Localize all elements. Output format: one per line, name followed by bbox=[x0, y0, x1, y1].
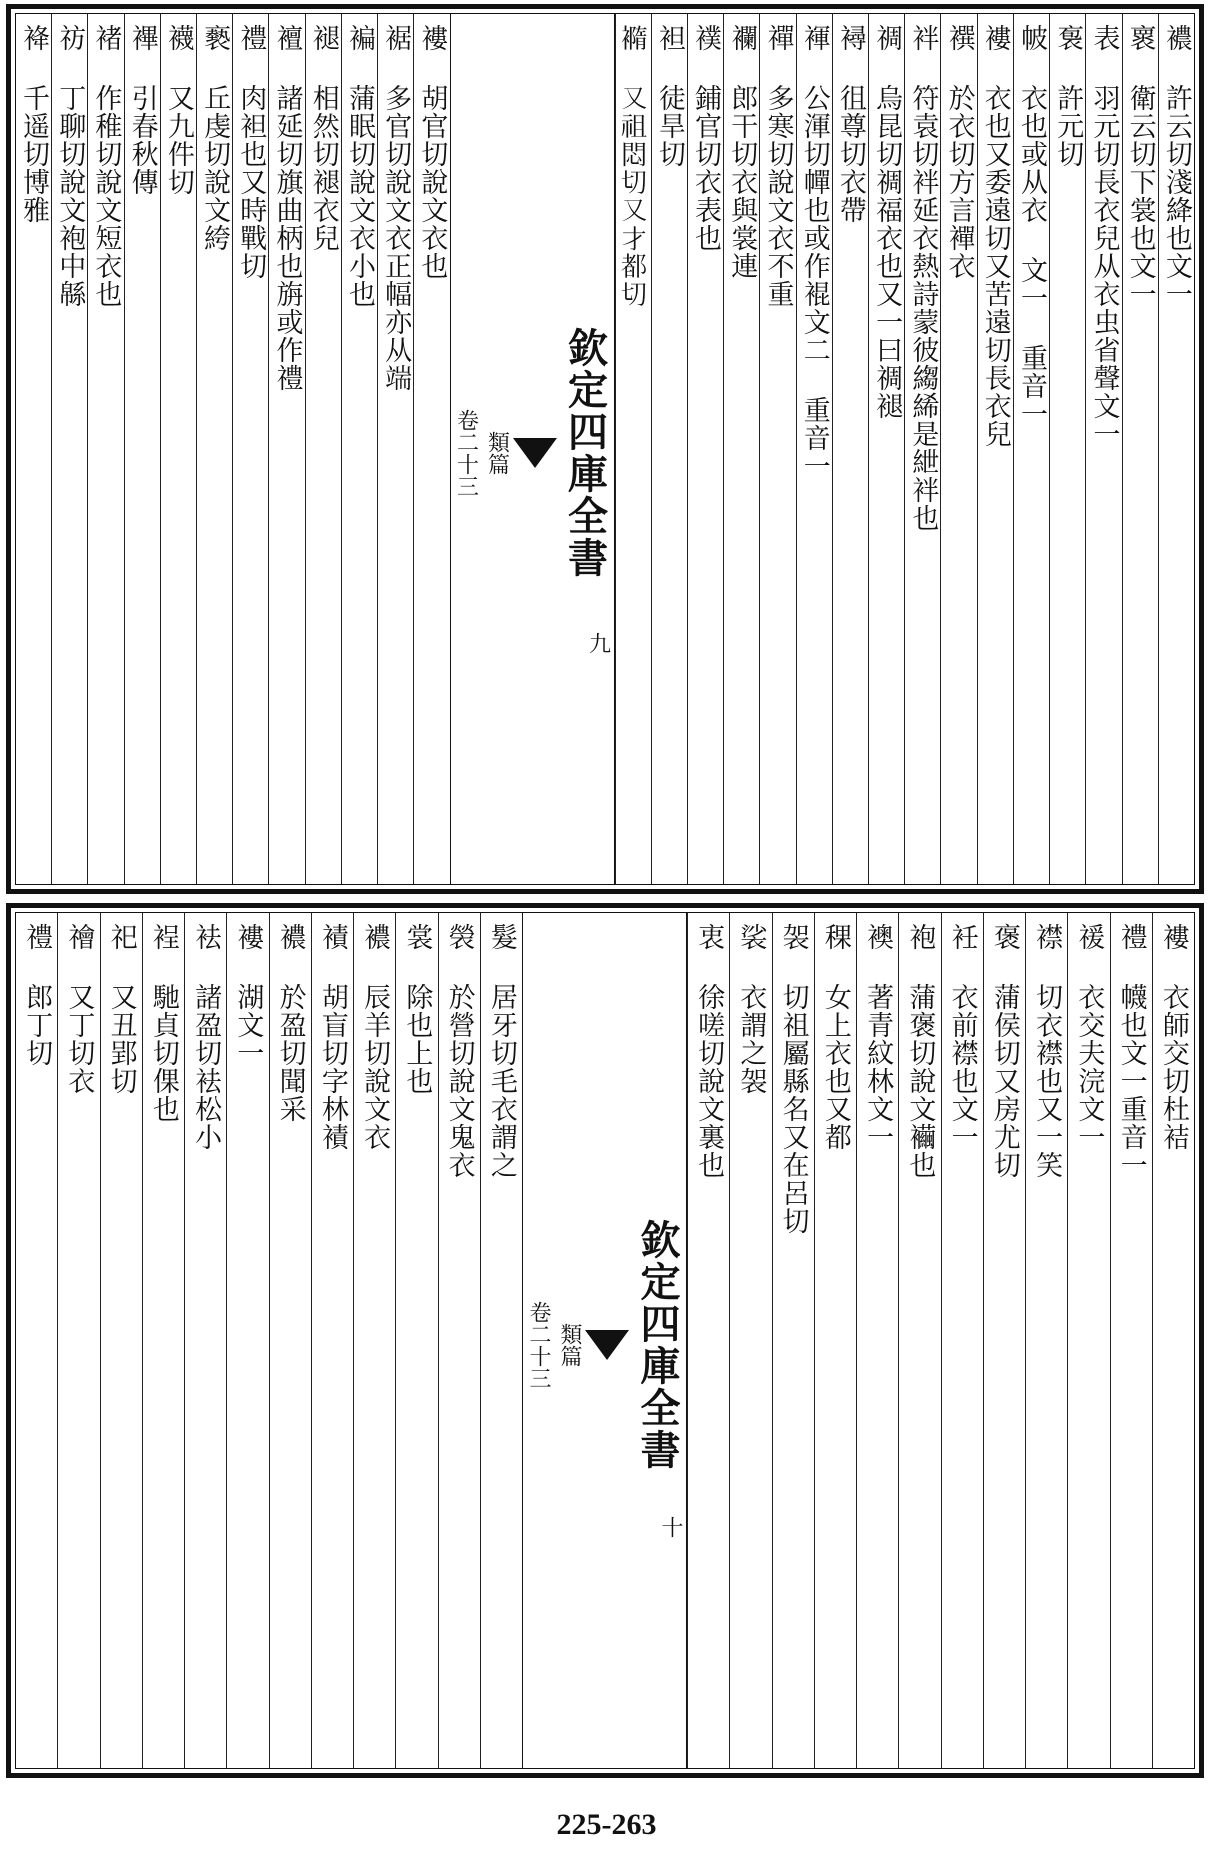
text-column: 襪 又九件切 bbox=[160, 14, 196, 884]
bottom-text-frame bbox=[15, 912, 1195, 1769]
text-column: 衷 徐嗟切說文裏也 bbox=[687, 913, 729, 1768]
text-column: 襛 於盈切聞采 bbox=[269, 913, 311, 1768]
text-column: 裎 馳貞切倮也 bbox=[142, 913, 184, 1768]
text-column: 褮 於營切說文鬼衣 bbox=[438, 913, 480, 1768]
text-column: 帔 衣也或从衣 文一 重音一 bbox=[1013, 14, 1049, 884]
text-column: 禐 衣交夫浣文一 bbox=[1067, 913, 1109, 1768]
text-column: 表 羽元切長衣兒从衣虫省聲文一 bbox=[1085, 14, 1121, 884]
page-number: 225-263 bbox=[556, 1808, 657, 1841]
top-text-frame bbox=[15, 13, 1195, 885]
text-column: 裾 多官切說文衣正幅亦从端 bbox=[377, 14, 413, 884]
category-label: 類篇 bbox=[484, 431, 510, 475]
top-panel bbox=[6, 4, 1204, 894]
text-column: 襢 諸延切旗曲柄也旃或作禮 bbox=[268, 14, 304, 884]
text-column: 褱 衛云切下裳也文一 bbox=[1122, 14, 1158, 884]
text-column: 襟 切衣襟也又一笑 bbox=[1025, 913, 1067, 1768]
text-column: 襴 郎干切衣與裳連 bbox=[723, 14, 759, 884]
text-column: 袍 蒲褒切說文襺也 bbox=[898, 913, 940, 1768]
text-column: 袈 切祖屬縣名又在呂切 bbox=[772, 913, 814, 1768]
text-column: 襖 著青紋林文一 bbox=[856, 913, 898, 1768]
text-column: 袢 符袁切袢延衣熱詩蒙彼縐絺是紲袢也 bbox=[904, 14, 940, 884]
text-column: 襀 胡盲切字林襀 bbox=[311, 913, 353, 1768]
fishtail-mark bbox=[585, 1330, 629, 1360]
text-column: 稞 女上衣也又都 bbox=[814, 913, 856, 1768]
text-column: 禪 多寒切說文衣不重 bbox=[759, 14, 795, 884]
folio-number: 十 bbox=[658, 1516, 683, 1538]
text-column: 袌 許元切 bbox=[1049, 14, 1085, 884]
text-column: 衽 衣前襟也文一 bbox=[941, 913, 983, 1768]
text-column: 髮 居牙切毛衣謂之 bbox=[480, 913, 522, 1768]
text-column: 褪 相然切褪衣兒 bbox=[305, 14, 341, 884]
text-column: 祀 又丑郢切 bbox=[100, 913, 142, 1768]
volume-label: 卷二十三 bbox=[526, 1300, 551, 1389]
text-column: 襅 引春秋傳 bbox=[124, 14, 160, 884]
volume-label: 卷二十三 bbox=[453, 409, 479, 497]
text-column: 襈 於衣切方言襌衣 bbox=[940, 14, 976, 884]
text-column: 裟 衣謂之袈 bbox=[729, 913, 771, 1768]
text-column: 禮 肉袒也又時戰切 bbox=[232, 14, 268, 884]
text-column: 襛 許云切淺絳也文一 bbox=[1158, 14, 1194, 884]
text-column: 禂 烏昆切禂福衣也又一曰禂褪 bbox=[868, 14, 904, 884]
text-column: 褸 湖文一 bbox=[226, 913, 268, 1768]
text-column: 襑 徂尊切衣帶 bbox=[832, 14, 868, 884]
text-column: 禬 又丁切衣 bbox=[57, 913, 99, 1768]
text-column: 禮 幭也文一重音一 bbox=[1110, 913, 1152, 1768]
text-column: 裳 除也上也 bbox=[395, 913, 437, 1768]
text-column: 袶 千遥切博雅 bbox=[17, 24, 49, 224]
center-fold bbox=[522, 913, 687, 1768]
text-column: 𧝍 又祖悶切又才都切 bbox=[615, 14, 651, 884]
text-column: 褻 丘虔切說文絝 bbox=[196, 14, 232, 884]
text-column: 袪 諸盈切袪松小 bbox=[184, 913, 226, 1768]
text-column: 褒 蒲侯切又房尤切 bbox=[983, 913, 1025, 1768]
text-column: 袒 徒旱切 bbox=[651, 14, 687, 884]
category-label: 類篇 bbox=[557, 1322, 582, 1367]
text-column: 褊 蒲眠切說文衣小也 bbox=[341, 14, 377, 884]
fishtail-mark bbox=[513, 438, 557, 468]
bottom-panel bbox=[6, 903, 1204, 1778]
text-column: 襆 鋪官切衣表也 bbox=[687, 14, 723, 884]
book-title: 欽定四庫全書 bbox=[561, 327, 609, 579]
text-column: 褸 衣也又委遠切又苦遠切長衣兒 bbox=[977, 14, 1013, 884]
text-column: 褚 作稚切說文短衣也 bbox=[87, 14, 123, 884]
text-column: 祊 丁聊切說文袍中緜 bbox=[51, 14, 87, 884]
center-fold bbox=[450, 14, 615, 884]
folio-number: 九 bbox=[585, 632, 611, 654]
text-column: 襛 辰羊切說文衣 bbox=[353, 913, 395, 1768]
book-title: 欽定四庫全書 bbox=[634, 1218, 681, 1471]
text-column: 禮 郎丁切 bbox=[21, 923, 53, 1067]
text-column: 褸 胡官切說文衣也 bbox=[413, 14, 449, 884]
text-column: 褸 衣師交切杜袺 bbox=[1152, 913, 1194, 1768]
text-column: 褌 公渾切幝也或作裩文二 重音一 bbox=[796, 14, 832, 884]
